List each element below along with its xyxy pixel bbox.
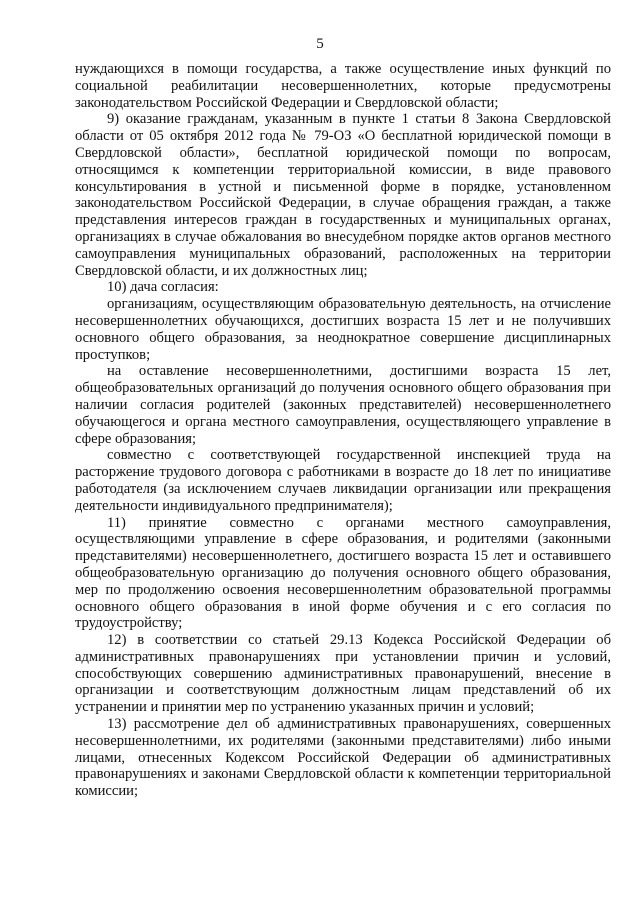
paragraph-item-11: 11) принятие совместно с органами местного самоуправления, осуществляющими управление в сфере образования, и родителями (законными представителями) несовершеннолетнего, достигшего возраста 15 лет и оставившего общеобразовательную организацию до получения основного общего образования, мер по продолжению освоения несовершеннолетним образовательной программы основного общего образования в иной форме обучения и с его согласия по трудоустройству; — [75, 514, 611, 632]
paragraph-item-10-leaving: на оставление несовершеннолетними, достигшими возраста 15 лет, общеобразовательных организаций до получения основного общего образования при наличии согласия родителей (законных представителей) несовершеннолетнего обучающегося и органа местного самоуправления, осуществляющего управление в сфере образования; — [75, 363, 611, 447]
page-number: 5 — [316, 36, 324, 52]
paragraph-continuation: нуждающихся в помощи государства, а также осуществление иных функций по социальной реабилитации несовершеннолетних, которые предусмотрены законодательством Российской Федерации и Свердловской области; — [75, 61, 611, 111]
paragraph-item-13: 13) рассмотрение дел об административных правонарушениях, совершенных несовершеннолетними, их родителями (законными представителями) либо иными лицами, отнесенных Кодексом Российской Федерации об административных правонарушениях и законами Свердловской области к компетенции территориальной комиссии; — [75, 716, 611, 800]
paragraph-item-10-organizations: организациям, осуществляющим образовательную деятельность, на отчисление несовершеннолетних обучающихся, достигших возраста 15 лет и не получивших основного общего образования, за неоднократное совершение дисциплинарных проступков; — [75, 296, 611, 363]
paragraph-item-9: 9) оказание гражданам, указанным в пункте 1 статьи 8 Закона Свердловской области от 05 октября 2012 года № 79-ОЗ «О бесплатной юридической помощи в Свердловской области», бесплатной юридической помощи по вопросам, относящимся к компетенции территориальной комиссии, в виде правового консультирования в устной и письменной форме в порядке, установленном законодательством Российской Федерации, в случае обращения граждан, а также представления интересов граждан в государственных и муниципальных органах, организациях в случае обжалования во внесудебном порядке актов органов местного самоуправления муниципальных образований, расположенных на территории Свердловской области, и их должностных лиц; — [75, 111, 611, 279]
document-body — [75, 61, 611, 800]
paragraph-item-10: 10) дача согласия: — [107, 279, 219, 296]
paragraph-item-12: 12) в соответствии со статьей 29.13 Кодекса Российской Федерации об административных правонарушениях при установлении причин и условий, способствующих совершению административных правонарушений, внесение в организации и соответствующим должностным лицам представлений об их устранении и принятии мер по устранению указанных причин и условий; — [75, 632, 611, 716]
paragraph-item-10-labor: совместно с соответствующей государственной инспекцией труда на расторжение трудового договора с работниками в возрасте до 18 лет по инициативе работодателя (за исключением случаев ликвидации организации или прекращения деятельности индивидуального предпринимателя); — [75, 447, 611, 514]
